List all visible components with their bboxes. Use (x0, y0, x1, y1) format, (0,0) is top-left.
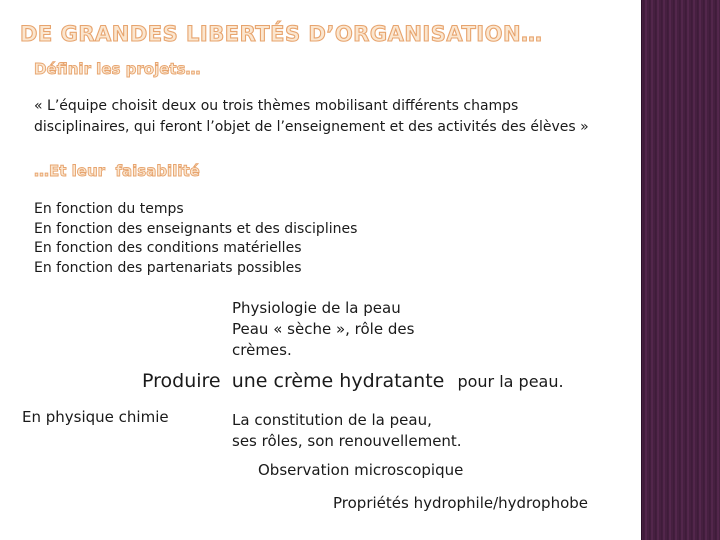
pour-la-peau-text: pour la peau. (457, 372, 564, 391)
quote-text (34, 96, 634, 138)
observation-label: Observation microscopique (258, 461, 464, 479)
creme-text: une crème hydratante (231, 370, 445, 392)
physio-line-3: crèmes. (232, 341, 292, 359)
faisabilite-list (34, 200, 357, 278)
constitution-line-2: ses rôles, son renouvellement. (232, 432, 462, 450)
section-heading-faisabilite: …Et leur faisabilité (34, 162, 200, 180)
section-heading-projets: Définir les projets… (34, 60, 201, 78)
produire-line (142, 370, 564, 392)
proprietes-label: Propriétés hydrophile/hydrophobe (333, 494, 589, 512)
slide-title: DE GRANDES LIBERTÉS D’ORGANISATION… (20, 22, 543, 46)
list-item: En fonction du temps (34, 201, 184, 217)
decorative-sidebar (641, 0, 720, 540)
physio-line-2: Peau « sèche », rôle des (232, 320, 415, 338)
list-item: En fonction des enseignants et des disciplines (34, 220, 358, 237)
list-item: En fonction des conditions matérielles (34, 240, 302, 256)
produire-word: Produire (142, 370, 221, 392)
quote-line-1: « L’équipe choisit deux ou trois thèmes mobilisant différents champs (34, 98, 519, 114)
constitution-line-1: La constitution de la peau, (232, 411, 432, 429)
quote-line-2: disciplinaires, qui feront l’objet de l’enseignement et des activités des élèves » (34, 119, 589, 135)
physique-chimie-label: En physique chimie (22, 408, 169, 426)
list-item: En fonction des partenariats possibles (34, 259, 302, 276)
physio-line-1: Physiologie de la peau (232, 299, 401, 317)
